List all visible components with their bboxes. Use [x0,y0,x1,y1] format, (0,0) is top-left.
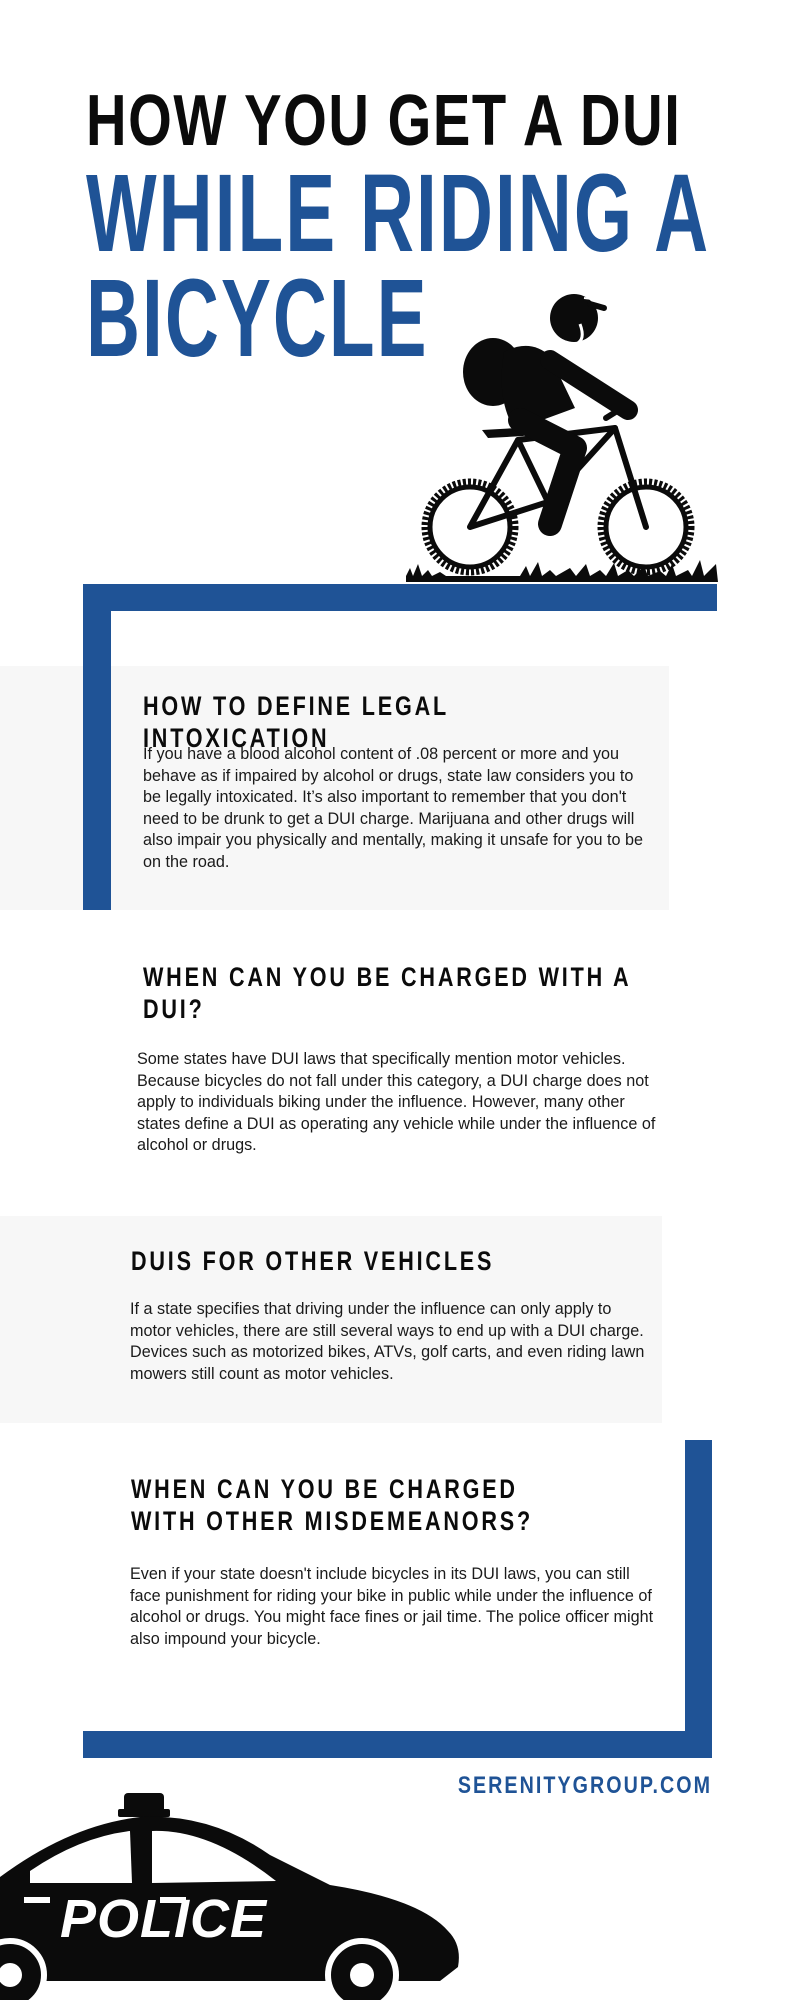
bottom-bracket-vertical [685,1440,712,1758]
bottom-bracket-horizontal [83,1731,712,1758]
title-line-2: WHILE RIDING A [86,152,711,275]
title-line-3: BICYCLE [86,257,429,380]
title-line-1: HOW YOU GET A DUI [86,81,682,161]
top-bracket-horizontal [83,584,717,611]
section-3-body: If a state specifies that driving under the influence can only apply to motor vehicles, there are still several ways to end up with a DUI charge. Devices such as motorized bikes, ATVs, golf carts, and even riding lawn mowers still count as motor vehicles. [130,1300,645,1383]
cyclist-icon [400,280,720,585]
section-1-heading: HOW TO DEFINE LEGAL INTOXICATION [143,691,449,753]
footer-url: SERENITYGROUP.COM [457,1772,712,1799]
police-car-icon [0,1785,470,2000]
section-4-heading: WHEN CAN YOU BE CHARGED WITH OTHER MISDEMEANORS? [131,1474,533,1536]
section-1-body: If you have a blood alcohol content of .08 percent or more and you behave as if impaired by alcohol or drugs, state law considers you to be legally intoxicated. It’s also important to remember that you don't need to be drunk to get a DUI charge. Marijuana and other drugs will also impair you physically and mentally, making it unsafe for you to be on the road. [143,745,643,871]
top-bracket-vertical-front [83,611,111,910]
section-2-heading: WHEN CAN YOU BE CHARGED WITH A DUI? [143,962,631,1024]
section-3-heading: DUIS FOR OTHER VEHICLES [131,1246,495,1276]
section-2-body: Some states have DUI laws that specifically mention motor vehicles. Because bicycles do not fall under this category, a DUI charge does not apply to individuals biking under the influence. However, many other states define a DUI as operating any vehicle while under the influence of alcohol or drugs. [137,1050,656,1155]
section-4-body: Even if your state doesn't include bicycles in its DUI laws, you can still face punishment for riding your bike in public while under the influence of alcohol or drugs. You might face fines or jail time. The police officer might also impound your bicycle. [130,1565,654,1648]
police-car-label: POLICE [60,1889,268,1949]
